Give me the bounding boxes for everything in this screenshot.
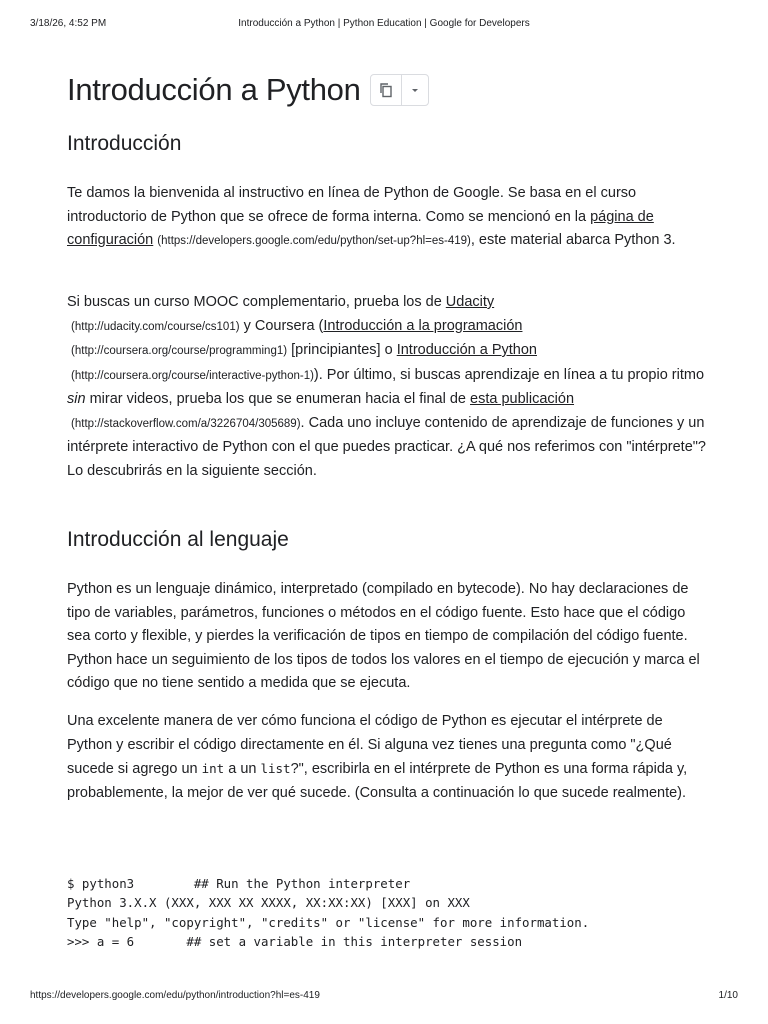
link-setup-page[interactable]: página de configuración (67, 208, 654, 248)
text: . Cada uno incluye contenido de aprendizaje de funciones y un intérprete interactivo de Python con el que puedes practicar. ¿A qué nos referimos con "intérprete"? Lo descubrirás en la siguiente sección. (67, 414, 706, 479)
link-url-note: (http://coursera.org/course/interactive-python-1) (71, 369, 314, 382)
heading-introduccion: Introducción (67, 132, 182, 155)
link-url-note: (https://developers.google.com/edu/python/set-up?hl=es-419) (157, 235, 471, 247)
link-udacity[interactable]: Udacity (445, 294, 495, 310)
paragraph-welcome (67, 182, 707, 254)
print-page-title: Introducción a Python | Python Education | Google for Developers (238, 18, 530, 29)
emphasis-sin: sin (67, 391, 86, 407)
print-url: https://developers.google.com/edu/python/introduction?hl=es-419 (30, 990, 320, 1001)
paragraph-dynamic-language: Python es un lenguaje dinámico, interpretado (compilado en bytecode). No hay declaraciones de tipo de variables, parámetros, funciones o métodos en el código fuente. Esto hace que el código sea corto y flexible, y pierdes la verificación de tipos en tiempo de compilación del código fuente. Python hace un seguimiento de los tipos de todos los valores en el tiempo de ejecución y marca el código que no tiene sentido a medida que se ejecuta. (67, 581, 700, 691)
text: mirar videos, prueba los que se enumeran hacia el final de (85, 391, 471, 407)
link-esta-publicacion[interactable]: esta publicación (470, 391, 575, 407)
print-header (30, 18, 738, 32)
link-url-note: (http://stackoverflow.com/a/3226704/305689) (71, 417, 301, 430)
heading-introduccion-lenguaje: Introducción al lenguaje (67, 528, 289, 551)
page-title: Introducción a Python (67, 72, 361, 107)
text: [principiantes] o (287, 342, 397, 358)
text: ?", escribirla en el intérprete de Python es una forma rápida y, probablemente, la mejor de ver qué sucede. (Consulta a continuación lo que sucede realmente). (67, 761, 688, 801)
code-line: Type "help", "copyright", "credits" or "license" for more information. (67, 914, 590, 930)
paragraph-interpreter (67, 710, 707, 805)
link-intro-python[interactable]: Introducción a Python (396, 342, 537, 358)
link-url-note: (http://coursera.org/course/programming1) (71, 345, 288, 357)
text: Una excelente manera de ver cómo funciona el código de Python es ejecutar el intérprete de Python y escribir el código directamente en él. Si alguna vez tienes una pregunta como "¿Qué sucede si agrego un (67, 713, 672, 777)
caret-down-icon (410, 85, 420, 95)
inline-code-list: list (260, 761, 291, 776)
copy-button[interactable] (371, 75, 401, 105)
text: a un (224, 761, 261, 777)
inline-code-int: int (201, 761, 225, 776)
print-footer (30, 990, 738, 1004)
text: ). Por último, si buscas aprendizaje en línea a tu propio ritmo (313, 366, 705, 383)
copy-widget (370, 74, 429, 106)
code-line: Python 3.X.X (XXX, XXX XX XXXX, XX:XX:XX) [XXX] on XXX (67, 895, 470, 911)
paragraph-mooc (67, 291, 707, 483)
text: Si buscas un curso MOOC complementario, prueba los de (67, 294, 446, 310)
title-row (67, 70, 429, 110)
copy-options-dropdown[interactable] (402, 75, 428, 105)
text: Te damos la bienvenida al instructivo en línea de Python de Google. Se basa en el curso introductorio de Python que se ofrece de forma interna. Como se mencionó en la (67, 185, 637, 225)
code-block (67, 874, 589, 951)
text: , este material abarca Python 3. (470, 232, 676, 248)
code-line: $ python3 ## Run the Python interpreter (67, 876, 411, 891)
link-url-note: (http://udacity.com/course/cs101) (71, 320, 240, 333)
print-datetime: 3/18/26, 4:52 PM (30, 18, 107, 29)
code-line: >>> a = 6 ## set a variable in this interpreter session (67, 933, 523, 949)
link-intro-programacion[interactable]: Introducción a la programación (323, 317, 523, 334)
print-page-number: 1/10 (718, 990, 738, 1001)
text: y Coursera ( (239, 317, 324, 334)
copy-icon (378, 82, 394, 98)
